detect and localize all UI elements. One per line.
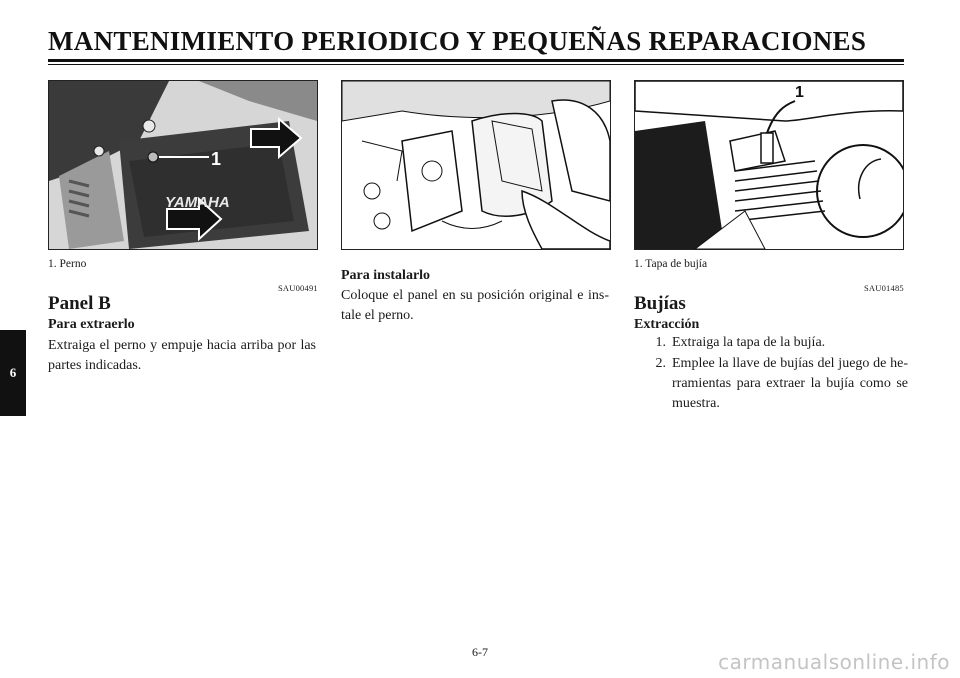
list-item <box>646 333 908 353</box>
subheading-install: Para instalarlo <box>341 268 431 283</box>
subheading-remove: Para extraerlo <box>48 317 135 332</box>
section-heading-panel-b: Panel B <box>48 293 111 314</box>
chapter-tab <box>0 330 26 416</box>
fig3-caption: 1. Tapa de bujía <box>634 258 708 270</box>
title-rule <box>48 59 904 62</box>
subheading-extraction: Extracción <box>634 317 700 332</box>
list-item <box>646 354 908 414</box>
watermark: carmanualsonline.info <box>718 650 950 674</box>
body-text-install: Coloque el panel en su posición original e ins-tale el perno. <box>341 288 609 323</box>
page-number: 6-7 <box>472 645 488 659</box>
yamaha-logo: YAMAHA <box>165 194 230 211</box>
spark-plug-illustration <box>635 81 903 249</box>
title-rule-thin <box>48 64 904 65</box>
step-number: 1. <box>655 335 666 350</box>
section-code-panel-b: SAU00491 <box>278 283 318 293</box>
page-title: MANTENIMIENTO PERIODICO Y PEQUEÑAS REPARACIONES <box>48 26 867 56</box>
fig1-callout: 1 <box>211 149 222 169</box>
body-text-remove: Extraiga el perno y empuje hacia arriba por las partes indicadas. <box>48 338 316 373</box>
panel-b-illustration <box>49 81 317 249</box>
install-panel-illustration <box>342 81 610 249</box>
figure-install-panel <box>341 80 611 250</box>
step-number: 2. <box>655 356 666 371</box>
figure-panel-b <box>48 80 318 250</box>
extraction-steps <box>646 333 908 415</box>
chapter-tab-label: 6 <box>9 365 17 380</box>
figure-spark-plug <box>634 80 904 250</box>
step-text: Extraiga la tapa de la bujía. <box>672 335 826 350</box>
fig3-callout: 1 <box>795 84 804 101</box>
fig1-caption: 1. Perno <box>48 258 87 270</box>
step-text: Emplee la llave de bujías del juego de he-rramientas para extraer la bujía como se muestra. <box>672 356 908 411</box>
section-code-spark-plugs: SAU01485 <box>864 283 904 293</box>
section-heading-spark-plugs: Bujías <box>634 293 686 314</box>
